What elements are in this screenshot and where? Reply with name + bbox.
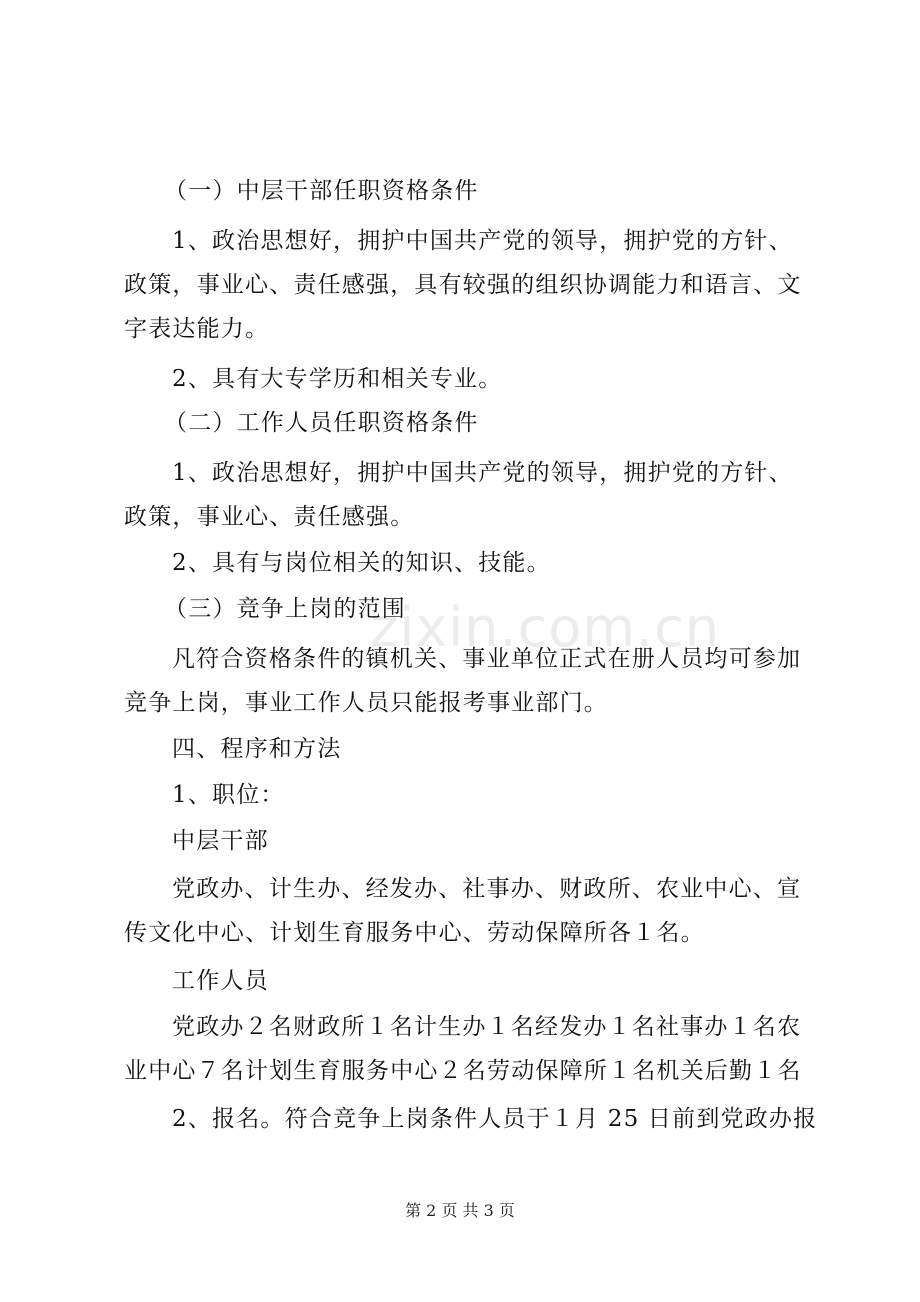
- paragraph-line: 1、职位：: [172, 782, 285, 808]
- section-heading-4: 四、程序和方法: [172, 736, 342, 762]
- paragraph-line: 党政办、计生办、经发办、社事办、财政所、农业中心、宣: [172, 876, 802, 902]
- paragraph-line: 中层干部: [172, 828, 269, 854]
- watermark-text: zixin.com.cn: [370, 596, 721, 659]
- paragraph-line: 党政办２名财政所１名计生办１名经发办１名社事办１名农: [172, 1014, 802, 1040]
- paragraph-line: 1、政治思想好，拥护中国共产党的领导，拥护党的方针、: [172, 228, 793, 254]
- paragraph-line: 2、具有大专学历和相关专业。: [172, 366, 503, 392]
- paragraph-line: 竞争上岗，事业工作人员只能报考事业部门。: [124, 690, 608, 716]
- paragraph-line: 1、政治思想好，拥护中国共产党的领导，拥护党的方针、: [172, 460, 793, 486]
- page-footer: 第 2 页 共 3 页: [405, 1201, 515, 1220]
- paragraph-line: 政策，事业心、责任感强，具有较强的组织协调能力和语言、文: [124, 272, 802, 298]
- paragraph-line: 2、具有与岗位相关的知识、技能。: [172, 550, 551, 576]
- paragraph-line: 2、报名。符合竞争上岗条件人员于１月 25 日前到党政办报: [172, 1106, 818, 1132]
- section-heading-2: （二）工作人员任职资格条件: [164, 410, 479, 436]
- paragraph-line: 传文化中心、计划生育服务中心、劳动保障所各１名。: [124, 920, 705, 946]
- section-heading-3: （三）竞争上岗的范围: [164, 596, 406, 622]
- paragraph-line: 凡符合资格条件的镇机关、事业单位正式在册人员均可参加: [172, 646, 802, 672]
- paragraph-line: 字表达能力。: [124, 316, 270, 342]
- paragraph-line: 政策，事业心、责任感强。: [124, 504, 415, 530]
- paragraph-line: 工作人员: [172, 968, 269, 994]
- paragraph-line: 业中心７名计划生育服务中心２名劳动保障所１名机关后勤１名: [124, 1058, 802, 1084]
- section-heading-1: （一）中层干部任职资格条件: [164, 178, 479, 204]
